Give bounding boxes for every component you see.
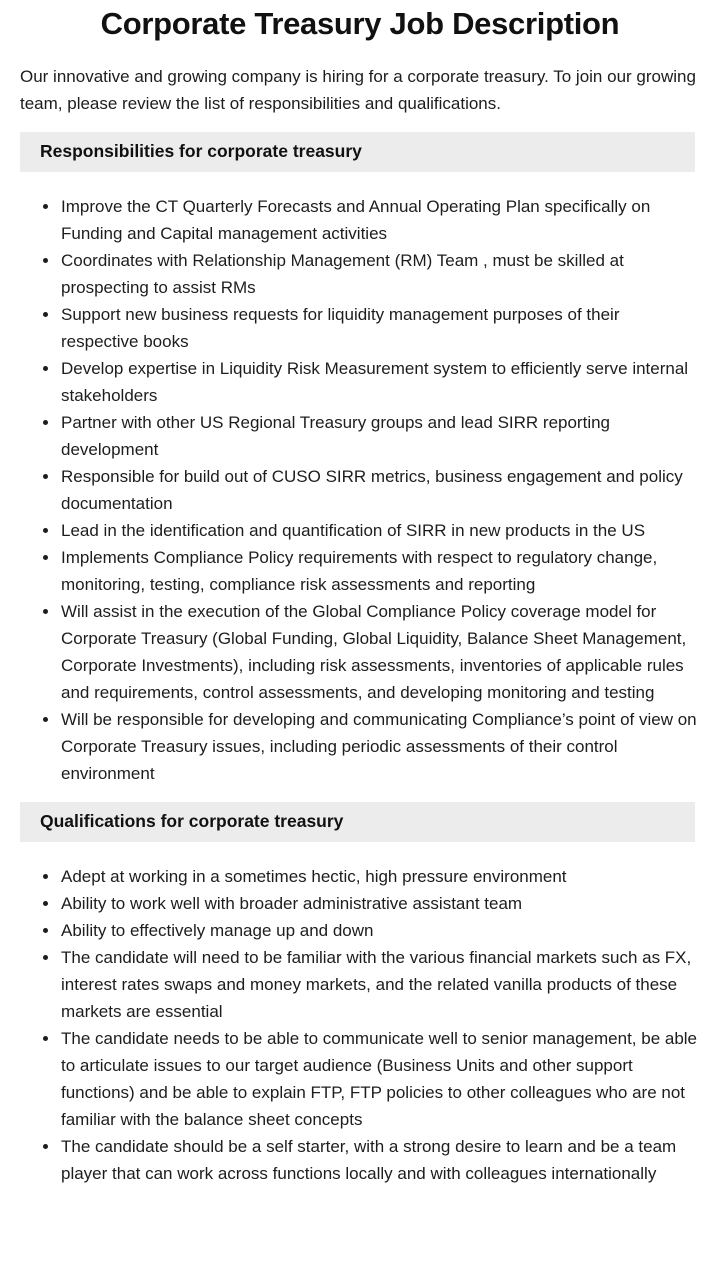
list-item: • Develop expertise in Liquidity Risk Measurement system to efficiently serve internal stakeholders <box>60 355 700 409</box>
section-heading-qualifications: Qualifications for corporate treasury <box>20 802 695 842</box>
intro-paragraph: Our innovative and growing company is hiring for a corporate treasury. To join our growing team, please review the list of responsibilities and qualifications. <box>20 67 696 113</box>
list-item: • Implements Compliance Policy requirements with respect to regulatory change, monitoring, testing, compliance risk assessments and reporting <box>60 544 700 598</box>
list-item: • Ability to effectively manage up and down <box>60 917 700 944</box>
qualifications-list <box>20 863 700 1187</box>
list-item: • Partner with other US Regional Treasury groups and lead SIRR reporting development <box>60 409 700 463</box>
job-description-page <box>0 4 720 1187</box>
list-item: • Responsible for build out of CUSO SIRR metrics, business engagement and policy documentation <box>60 463 700 517</box>
list-item: • Lead in the identification and quantification of SIRR in new products in the US <box>60 517 700 544</box>
page-title: Corporate Treasury Job Description <box>100 6 620 41</box>
list-item: • Will be responsible for developing and communicating Compliance’s point of view on Corporate Treasury issues, including periodic assessments of their control environment <box>60 706 700 787</box>
section-heading-responsibilities: Responsibilities for corporate treasury <box>20 132 695 172</box>
list-item: • Ability to work well with broader administrative assistant team <box>60 890 700 917</box>
list-item: • Will assist in the execution of the Global Compliance Policy coverage model for Corporate Treasury (Global Funding, Global Liquidity, Balance Sheet Management, Corporate Investments), including risk assessments, inventories of applicable rules and requirements, control assessments, and developing monitoring and testing <box>60 598 700 706</box>
list-item: • Support new business requests for liquidity management purposes of their respective books <box>60 301 700 355</box>
list-item: • The candidate needs to be able to communicate well to senior management, be able to articulate issues to our target audience (Business Units and other support functions) and be able to explain FTP, FTP policies to other colleagues who are not familiar with the balance sheet concepts <box>60 1025 700 1133</box>
list-item: • Adept at working in a sometimes hectic, high pressure environment <box>60 863 700 890</box>
list-item: • The candidate should be a self starter, with a strong desire to learn and be a team player that can work across functions locally and with colleagues internationally <box>60 1133 700 1187</box>
list-item: • The candidate will need to be familiar with the various financial markets such as FX, interest rates swaps and money markets, and the related vanilla products of these markets are essential <box>60 944 700 1025</box>
responsibilities-list <box>20 193 700 787</box>
list-item: • Coordinates with Relationship Management (RM) Team , must be skilled at prospecting to assist RMs <box>60 247 700 301</box>
list-item: • Improve the CT Quarterly Forecasts and Annual Operating Plan specifically on Funding and Capital management activities <box>60 193 700 247</box>
